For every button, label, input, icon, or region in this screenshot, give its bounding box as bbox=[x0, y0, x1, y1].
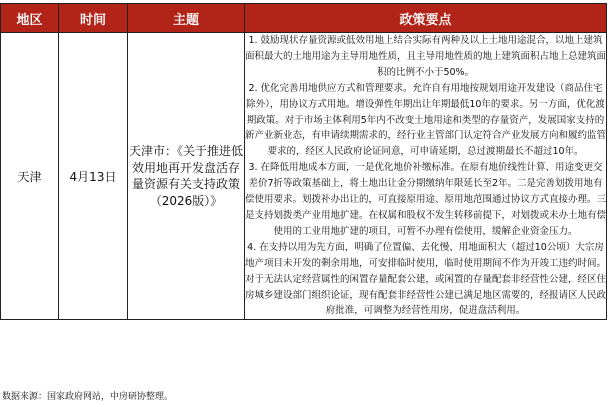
cell-policy-points bbox=[245, 33, 607, 320]
policy-point-3: 3. 在降低用地成本方面，一是优化地价补缴标准。在原有地价线性计算、用途变更交差价7折等政策基础上，将土地出让金分期缴纳年限延长至2年。二是完善划拨用地有偿使用要求。划拨补办出让的，可直接原用途、原用地范围通过协议方式直接办理。三是支持划拨类产业用地扩建。在权属和股权不发生转移前提下，对划拨或未办土地有偿使用的工业用地扩建的项目，可暂不办理有偿使用，缓解企业资金压力。 bbox=[245, 162, 607, 237]
table-row bbox=[1, 33, 607, 320]
header-topic: 主题 bbox=[128, 4, 245, 33]
cell-date: 4月13日 bbox=[59, 33, 128, 320]
cell-topic: 天津市：《关于推进低效用地再开发盘活存量资源有关支持政策（2026版）》 bbox=[128, 33, 245, 320]
policy-point-1: 1. 鼓励现状存量资源或低效用地上结合实际有两种及以上土地用途混合，以地上建筑面积最大的土地用途为主导用地性质，且主导用地性质的地上建筑面积占地上总建筑面积的比例不小于50%。 bbox=[245, 35, 607, 78]
cell-region: 天津 bbox=[1, 33, 59, 320]
policy-point-2: 2. 优化完善用地供应方式和管理要求。允许自有用地按规划用途开发建设（商品住宅除外），用协议方式用地。增设弹性年期出让年期最低10年的要求。另一方面，优化渡期政策。对于市场主体利用5年内不改变土地用途和类型的存量资产，发展国家支持的新产业新业态，有申请续期需求的，经行业主管部门认定符合产业发展方向和履约监管要求的，经区人民政府论证同意，可申请延期，总过渡期最长不超过10年。 bbox=[245, 82, 607, 158]
table-header-row bbox=[1, 4, 607, 33]
policy-point-4: 4. 在支持以用为先方面，明确了位置偏、去化慢、用地面积大（超过10公顷）大宗房地产项目未开发的剩余用地，可安排临时使用，临时使用期间不作为开竣工违约时间。对于无法认定经营属性的闲置存量配套公建，或闲置的存量配套非经营性公建，经区住房城乡建设部门组织论证，现有配套非经营性公建已满足地区需要的，经报请区人民政府批准，可调整为经营性用房，促进盘活利用。 bbox=[245, 241, 607, 317]
data-source-note: 数据来源：国家政府网站，中房研协整理。 bbox=[2, 392, 174, 402]
header-region: 地区 bbox=[1, 4, 59, 33]
policy-table bbox=[0, 3, 607, 320]
header-date: 时间 bbox=[59, 4, 128, 33]
header-policy-points: 政策要点 bbox=[245, 4, 607, 33]
